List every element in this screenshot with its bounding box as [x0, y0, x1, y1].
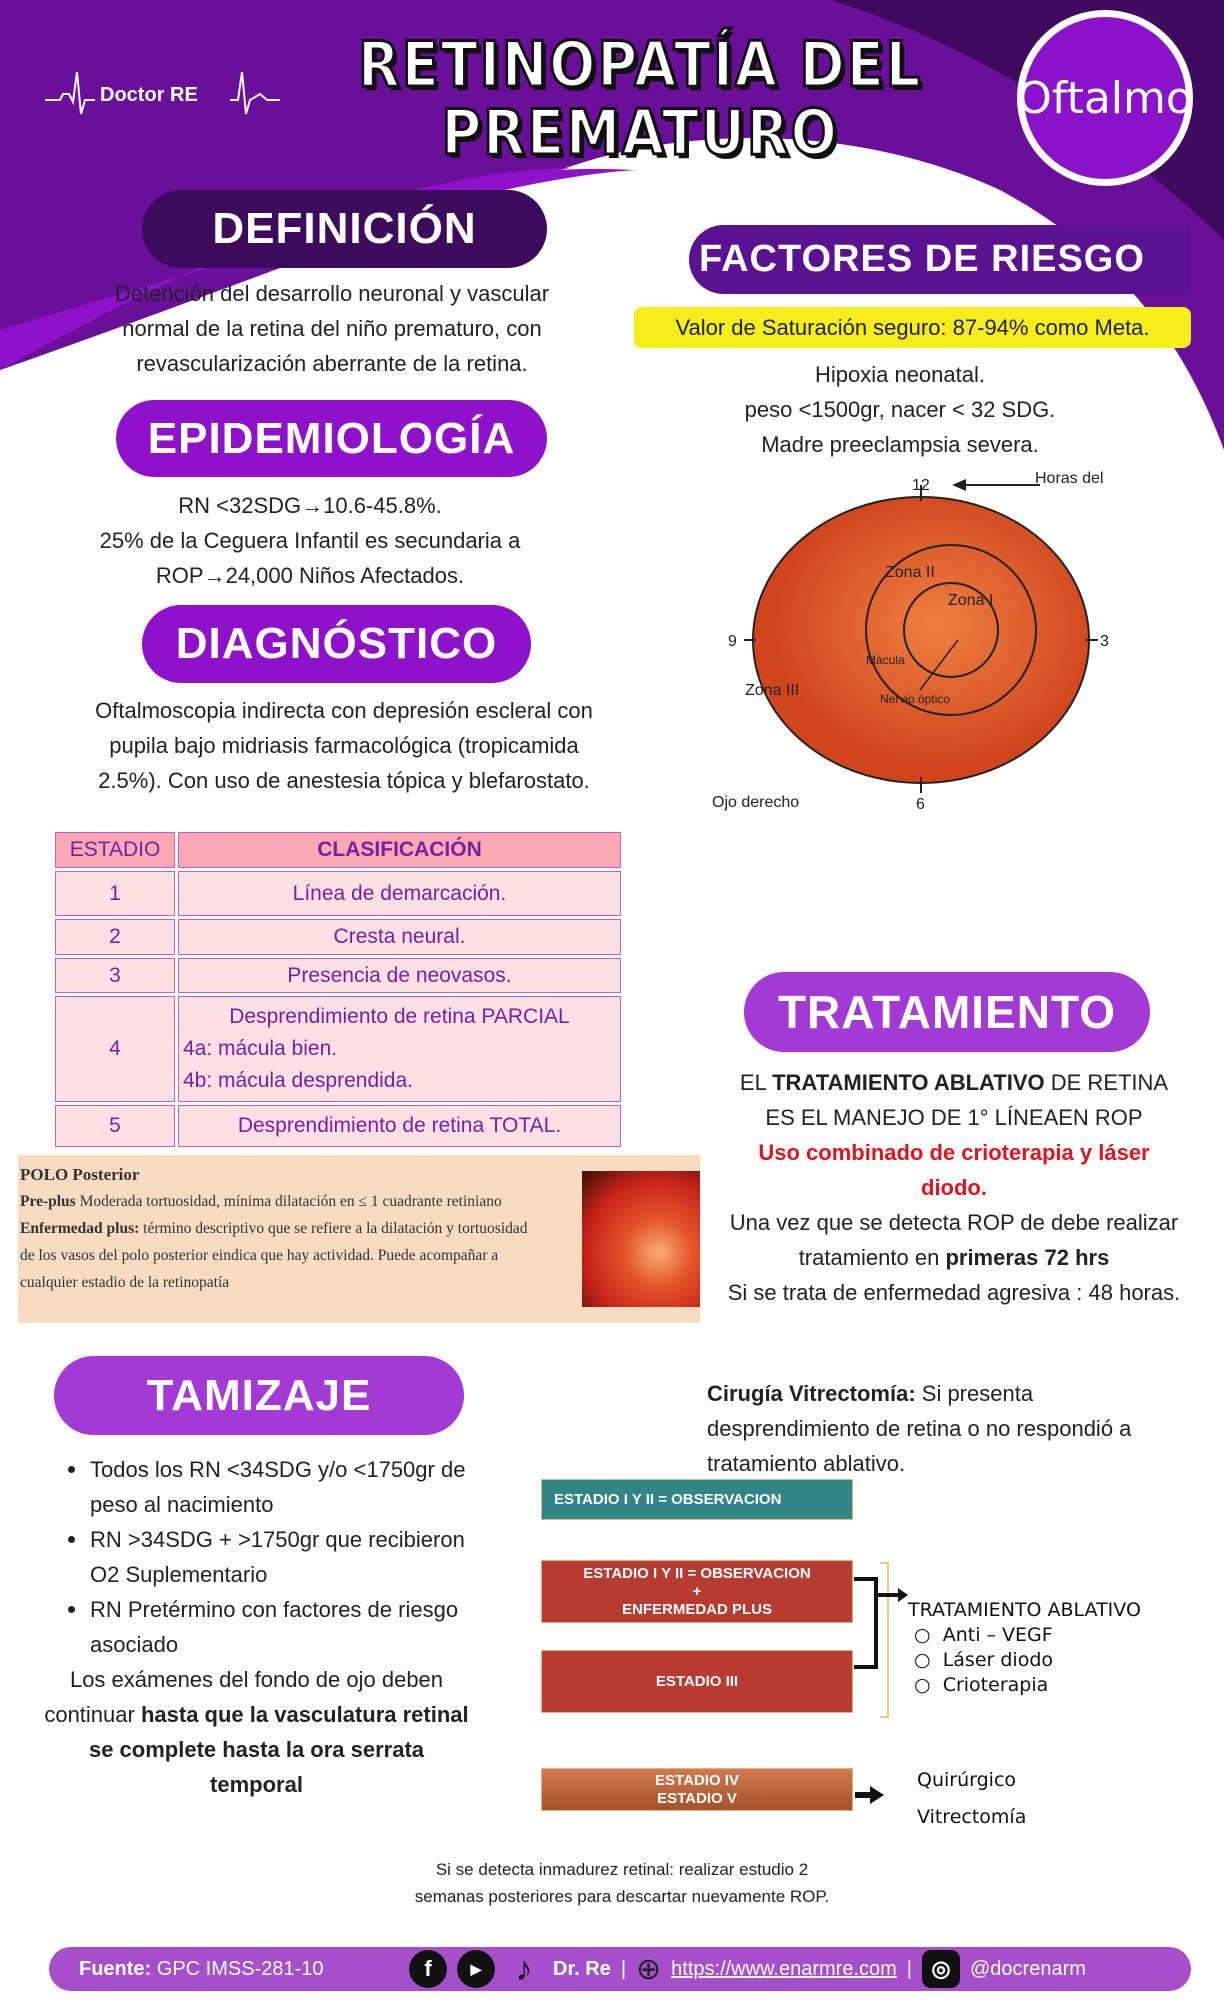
youtube-icon[interactable]: ▶: [457, 1950, 495, 1988]
factores-text: [680, 357, 1120, 462]
t: Crioterapia: [942, 1674, 1049, 1696]
text-line: normal de la retina del niño prematuro, con: [122, 316, 542, 341]
t: semanas posteriores para descartar nuevamente ROP.: [414, 1887, 830, 1906]
label-nervio: Nervio óptico: [880, 692, 951, 706]
list-item: RN Pretérmino con factores de riesgo asociado: [50, 1592, 480, 1662]
label-12: 12: [912, 477, 930, 494]
diagnostico-heading: DIAGNÓSTICO: [142, 605, 531, 683]
label-zona-1: Zona I: [948, 592, 994, 609]
factores-heading: FACTORES DE RIESGO: [689, 225, 1189, 294]
quirurgico-text: [917, 1762, 1026, 1836]
text-line: peso <1500gr, nacer < 32 SDG.: [744, 397, 1056, 422]
label-zona-2: Zona II: [885, 564, 935, 581]
arrow-icon: [952, 479, 966, 491]
arrow-right-icon: [870, 1786, 884, 1804]
t-bold: TRATAMIENTO ABLATIVO: [772, 1070, 1045, 1095]
table-row: [55, 1105, 621, 1147]
table-row: [55, 919, 621, 955]
text-line: RN <32SDG→10.6-45.8%.: [178, 493, 442, 518]
cell: [178, 996, 621, 1102]
t: GPC IMSS-281-10: [151, 1957, 324, 1980]
instagram-handle[interactable]: @docrenarm: [969, 1957, 1086, 1980]
doctor-re-logo: [45, 70, 280, 120]
t: Láser diodo: [942, 1649, 1054, 1671]
cirugia-label: Cirugía Vitrectomía:: [707, 1381, 916, 1406]
label-hours: Horas del: [1035, 470, 1104, 487]
title-line1: RETINOPATÍA DEL: [357, 28, 923, 101]
cell: Línea de demarcación.: [178, 871, 621, 916]
separator: |: [620, 1957, 627, 1980]
t: ESTADIO I Y II = OBSERVACION: [583, 1564, 811, 1582]
eye-fundus: [753, 497, 1089, 783]
text-line: [712, 1205, 1196, 1275]
list-item: Todos los RN <34SDG y/o <1750gr de peso al nacimiento: [50, 1452, 480, 1522]
t: Una vez que se detecta ROP de debe realizar tratamiento en: [729, 1210, 1179, 1270]
combined-therapy-text: Uso combinado de crioterapia y láser diodo.: [758, 1140, 1150, 1200]
preplus-text: [20, 1188, 540, 1215]
title-line2: PREMATURO: [441, 96, 839, 169]
text-line: Oftalmoscopia indirecta con depresión escleral con: [95, 698, 593, 723]
ablativo-options: [908, 1598, 1141, 1698]
flow-box-plus: [541, 1560, 853, 1623]
t: DE RETINA: [1044, 1070, 1169, 1095]
column-header: CLASIFICACIÓN: [178, 832, 621, 868]
flow-box-estadio45: [541, 1768, 853, 1811]
cell: 4: [55, 996, 175, 1102]
list-item: RN >34SDG + >1750gr que recibieron O2 Suplementario: [50, 1522, 480, 1592]
separator: |: [906, 1957, 912, 1980]
text-line: ROP→24,000 Niños Afectados.: [155, 563, 465, 588]
t: Anti – VEGF: [942, 1624, 1053, 1646]
definicion-heading: DEFINICIÓN: [142, 190, 547, 268]
t: Fuente:: [79, 1957, 152, 1980]
text-line: 25% de la Ceguera Infantil es secundaria a: [99, 528, 521, 553]
option: ○ Láser diodo: [908, 1649, 1054, 1671]
column-header: ESTADIO: [55, 832, 175, 868]
text-line: 2.5%). Con uso de anestesia tópica y blefarostato.: [98, 768, 590, 793]
text-line: [712, 1065, 1196, 1100]
t-bold: primeras 72 hrs: [945, 1245, 1110, 1270]
plus-label: Enfermedad plus:: [20, 1220, 140, 1237]
plus-text: [20, 1215, 540, 1296]
cell: 2: [55, 919, 175, 955]
option: ○ Crioterapia: [908, 1674, 1049, 1696]
cirugia-desc: Si presenta desprendimiento de retina o no respondió a tratamiento ablativo.: [707, 1381, 1132, 1476]
tratamiento-heading: TRATAMIENTO: [744, 972, 1150, 1052]
t: ENFERMEDAD PLUS: [621, 1600, 772, 1618]
t: Quirúrgico: [917, 1769, 1017, 1791]
polo-title: POLO Posterior: [20, 1165, 140, 1184]
cirugia-text: [707, 1376, 1197, 1481]
label-6: 6: [916, 796, 925, 813]
cell-line: Desprendimiento de retina PARCIAL: [229, 1005, 570, 1028]
text-line: Madre preeclampsia severa.: [761, 432, 1039, 457]
label-9: 9: [728, 633, 737, 650]
epidemiologia-heading: EPIDEMIOLOGÍA: [116, 400, 547, 477]
globe-icon: ⊕: [636, 1952, 662, 1986]
label-3: 3: [1100, 633, 1109, 650]
author: Dr. Re: [553, 1957, 611, 1980]
cell: 5: [55, 1105, 175, 1147]
polo-posterior-box: [18, 1155, 700, 1323]
definicion-text: [62, 276, 602, 381]
followup-note: [322, 1856, 922, 1910]
t: Si se detecta inmadurez retinal: realizar estudio 2: [435, 1860, 809, 1879]
table-row: [55, 996, 621, 1102]
t: EL: [739, 1070, 773, 1095]
flow-box-estadio3: ESTADIO III: [541, 1650, 853, 1713]
diagnostico-text: [34, 693, 654, 798]
table-header: [55, 832, 621, 868]
t: ESTADIO IV: [655, 1771, 739, 1789]
source: [79, 1958, 399, 1981]
cell-line: 4b: mácula desprendida.: [183, 1069, 413, 1092]
table-row: [55, 958, 621, 993]
tiktok-icon[interactable]: ♪: [515, 1949, 533, 1988]
instagram-icon[interactable]: ◎: [922, 1950, 960, 1988]
saturation-highlight: Valor de Saturación seguro: 87-94% como Meta.: [634, 307, 1191, 348]
tamizaje-note: [44, 1662, 469, 1802]
text-line: Hipoxia neonatal.: [814, 362, 985, 387]
staging-table: [52, 829, 624, 1150]
flow-box-observacion: ESTADIO I Y II = OBSERVACION: [541, 1479, 853, 1520]
table-row: [55, 871, 621, 916]
option: ○ Anti – VEGF: [908, 1624, 1053, 1646]
cell: 3: [55, 958, 175, 993]
ablativo-title: TRATAMIENTO ABLATIVO: [908, 1599, 1141, 1621]
cell-line: 4a: mácula bien.: [183, 1037, 338, 1060]
fundus-image: [582, 1171, 700, 1307]
text-line: revascularización aberrante de la retina.: [136, 351, 528, 376]
cell: Presencia de neovasos.: [178, 958, 621, 993]
label-ojo-derecho: Ojo derecho: [712, 794, 800, 811]
retina-zones-diagram: [700, 465, 1130, 825]
text-line: pupila bajo midriasis farmacológica (tropicamida: [109, 733, 579, 758]
website-link[interactable]: https://www.enarmre.com: [671, 1957, 897, 1980]
t: ESTADIO V: [657, 1789, 737, 1807]
logo-text: Doctor RE: [100, 84, 198, 106]
tratamiento-text: [712, 1065, 1196, 1310]
label-macula: Mácula: [866, 653, 905, 667]
cell: Cresta neural.: [178, 919, 621, 955]
text-line: Si se trata de enfermedad agresiva : 48 horas.: [727, 1280, 1181, 1305]
tamizaje-list: [50, 1452, 480, 1662]
text-line: Detención del desarrollo neuronal y vascular: [114, 281, 550, 306]
preplus-label: Pre-plus: [20, 1193, 76, 1210]
t: Vitrectomía: [917, 1806, 1027, 1828]
t: +: [692, 1582, 702, 1600]
epidemiologia-text: [40, 488, 580, 593]
footer-bar: [49, 1947, 1191, 1991]
tamizaje-heading: TAMIZAJE: [54, 1356, 464, 1435]
preplus-desc: Moderada tortuosidad, mínima dilatación en ≤ 1 cuadrante retiniano: [75, 1193, 502, 1210]
bracket-arrow-icon: [854, 1579, 900, 1667]
cell: Desprendimiento de retina TOTAL.: [178, 1105, 621, 1147]
plus-desc: término descriptivo que se refiere a la dilatación y tortuosidad de los vasos del polo posterior eindica que hay actividad. Puede acompañar a cualquier estadio de la retinopatía: [20, 1220, 528, 1291]
t: Los exámenes del fondo de ojo deben continuar: [44, 1667, 444, 1727]
cell: 1: [55, 871, 175, 916]
facebook-icon[interactable]: f: [409, 1950, 447, 1988]
t-bold: hasta que la vasculatura retinal se complete hasta la ora serrata temporal: [88, 1702, 469, 1797]
text-line: ES EL MANEJO DE 1° LÍNEAEN ROP: [765, 1105, 1143, 1130]
specialty-badge: Oftalmo: [1017, 10, 1193, 186]
label-zona-3: Zona III: [745, 682, 800, 699]
